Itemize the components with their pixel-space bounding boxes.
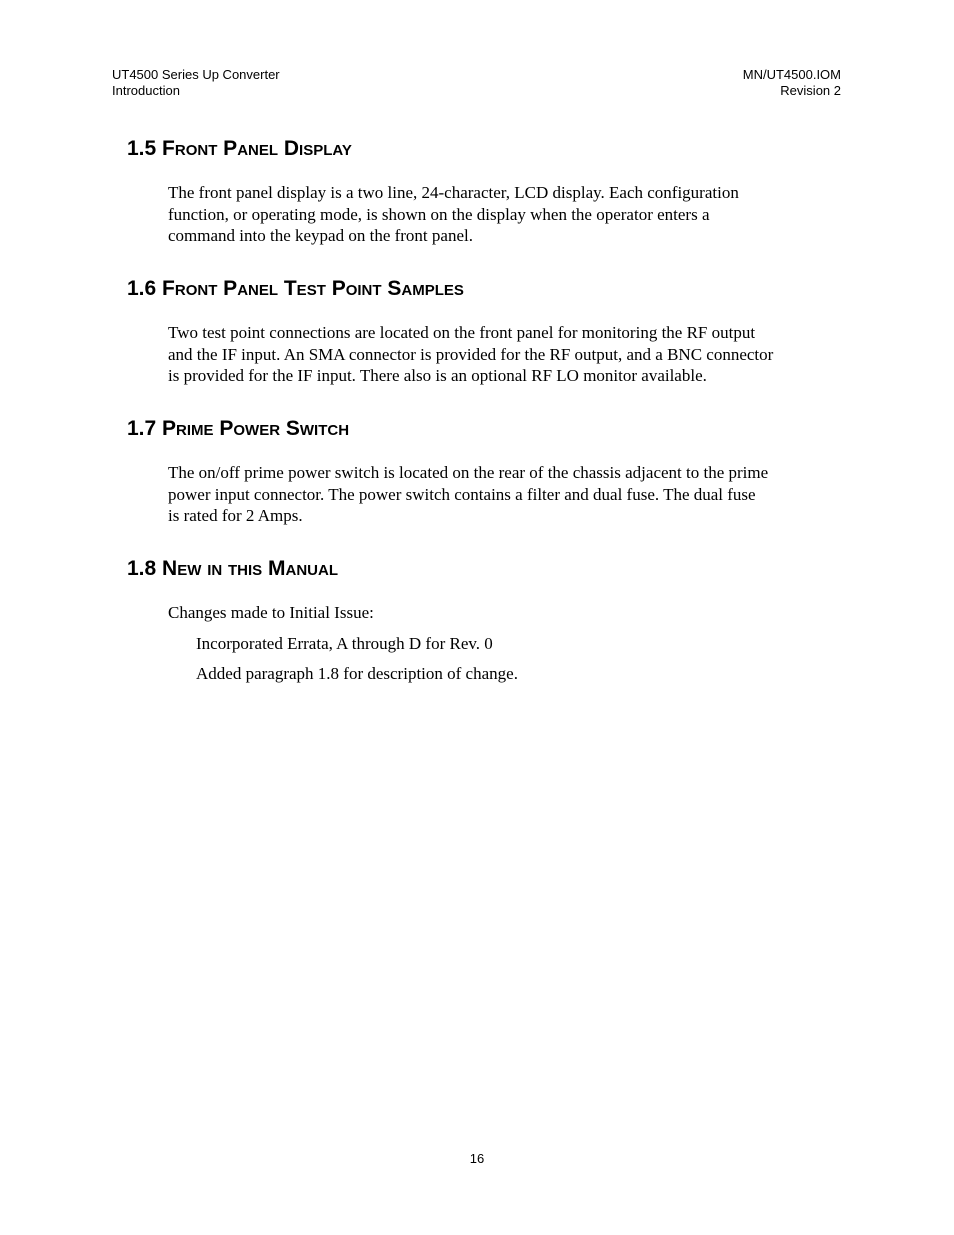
page-number: 16 xyxy=(469,1151,485,1166)
document-title: UT4500 Series Up Converter xyxy=(112,67,280,82)
change-list-item: Added paragraph 1.8 for description of change. xyxy=(196,664,518,683)
revision-label: Revision 2 xyxy=(780,83,841,98)
manual-number: MN/UT4500.IOM xyxy=(742,67,841,82)
body-line: is rated for 2 Amps. xyxy=(168,506,303,525)
body-line: The front panel display is a two line, 24-character, LCD display. Each configuration xyxy=(168,183,739,202)
section-heading-prime-power-switch: 1.7 Prime Power Switch xyxy=(127,417,350,440)
section-heading-front-panel-display: 1.5 Front Panel Display xyxy=(127,137,352,160)
body-line: The on/off prime power switch is located on the rear of the chassis adjacent to the prime xyxy=(168,463,769,482)
section-body-prime-power-switch xyxy=(168,462,848,527)
section-body-test-point-samples xyxy=(168,322,848,387)
chapter-name: Introduction xyxy=(112,83,180,98)
body-line: command into the keypad on the front panel. xyxy=(168,226,473,245)
section-heading-new-in-this-manual: 1.8 New in this Manual xyxy=(127,557,339,580)
body-line: Two test point connections are located on the front panel for monitoring the RF output xyxy=(168,323,756,342)
page-header-right xyxy=(743,67,841,99)
body-line: function, or operating mode, is shown on the display when the operator enters a xyxy=(168,204,710,224)
body-line: Changes made to Initial Issue: xyxy=(168,603,374,622)
body-line: and the IF input. An SMA connector is provided for the RF output, and a BNC connector xyxy=(168,344,774,364)
body-line: power input connector. The power switch contains a filter and dual fuse. The dual fuse xyxy=(168,484,756,504)
page-header-left xyxy=(112,67,280,99)
change-list-item: Incorporated Errata, A through D for Rev. 0 xyxy=(196,634,493,653)
body-line: is provided for the IF input. There also is an optional RF LO monitor available. xyxy=(168,366,707,385)
changes-intro xyxy=(168,602,848,624)
section-body-front-panel-display xyxy=(168,182,848,247)
section-heading-test-point-samples: 1.6 Front Panel Test Point Samples xyxy=(127,277,464,300)
